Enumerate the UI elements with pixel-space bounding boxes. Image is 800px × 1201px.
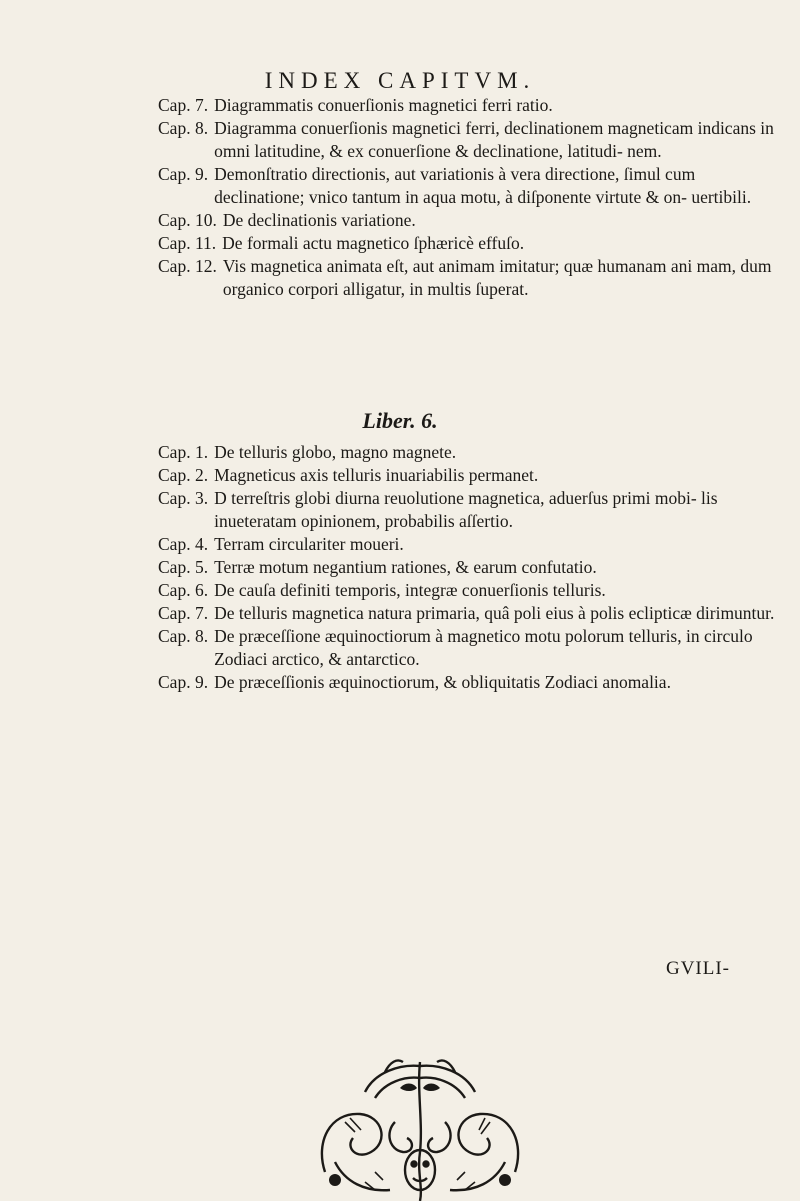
chapter-entry xyxy=(158,533,778,556)
chapter-entry xyxy=(158,556,778,579)
chapter-number: Cap. 2. xyxy=(158,465,209,485)
chapter-title: D terreſtris globi diurna reuolutione magnetica, aduerſus primi mobi- lis inueteratam opinionem, probabilis aſſertio. xyxy=(214,488,718,531)
chapter-title: De præceſſione æquinoctiorum à magnetico motu polorum telluris, in circulo Zodiaci arctico, & antarctico. xyxy=(214,626,753,669)
chapter-entry xyxy=(158,602,778,625)
chapter-entry xyxy=(158,232,778,255)
chapter-number: Cap. 6. xyxy=(158,580,209,600)
chapter-title: De declinationis variatione. xyxy=(222,210,416,230)
chapter-title: De formali actu magnetico ſphæricè effuſo. xyxy=(222,233,525,253)
chapter-title: Demonſtratio directionis, aut variationis à vera directione, ſimul cum declinatione; vnico tantum in aqua motu, à diſponente virtute & on- uertibili. xyxy=(214,164,752,207)
chapter-title: Terræ motum negantium rationes, & earum confutatio. xyxy=(214,557,597,577)
chapter-title: Terram circulariter moueri. xyxy=(214,534,404,554)
chapter-number: Cap. 12. xyxy=(158,256,217,276)
chapter-title: De cauſa definiti temporis, integræ conuerſionis telluris. xyxy=(214,580,606,600)
book-heading: Liber. 6. xyxy=(362,408,438,433)
chapter-title: De telluris globo, magno magnete. xyxy=(214,442,457,462)
catchword: GVILI- xyxy=(665,958,730,979)
chapter-number: Cap. 10. xyxy=(158,210,217,230)
chapter-number: Cap. 7. xyxy=(158,603,209,623)
chapter-list-part-2 xyxy=(158,441,778,694)
chapter-entry xyxy=(158,464,778,487)
chapter-number: Cap. 9. xyxy=(158,672,209,692)
chapter-title: Diagrammatis conuerſionis magnetici ferri ratio. xyxy=(214,95,553,115)
chapter-entry xyxy=(158,255,778,301)
chapter-number: Cap. 8. xyxy=(158,118,209,138)
chapter-entry xyxy=(158,441,778,464)
chapter-entry xyxy=(158,209,778,232)
chapter-title: Diagramma conuerſionis magnetici ferri, declinationem magneticam indicans in omni latitudine, & ex conuerſione & declinatione, latitudi- nem. xyxy=(214,118,774,161)
chapter-number: Cap. 7. xyxy=(158,95,209,115)
chapter-title: Vis magnetica animata eſt, aut animam imitatur; quæ humanam ani mam, dum organico corpori alligatur, in multis ſuperat. xyxy=(222,256,772,299)
chapter-entry xyxy=(158,671,778,694)
chapter-number: Cap. 11. xyxy=(158,233,217,253)
chapter-number: Cap. 8. xyxy=(158,626,209,646)
chapter-number: Cap. 5. xyxy=(158,557,209,577)
chapter-number: Cap. 9. xyxy=(158,164,209,184)
chapter-entry xyxy=(158,625,778,671)
chapter-title: Magneticus axis telluris inuariabilis permanet. xyxy=(214,465,539,485)
chapter-title: De præceſſionis æquinoctiorum, & obliquitatis Zodiaci anomalia. xyxy=(214,672,671,692)
chapter-entry xyxy=(158,94,778,117)
page-title: INDEX CAPITVM. xyxy=(264,68,536,93)
chapter-number: Cap. 3. xyxy=(158,488,209,508)
chapter-entry xyxy=(158,487,778,533)
chapter-title: De telluris magnetica natura primaria, quâ poli eius à polis eclipticæ dirimuntur. xyxy=(214,603,775,623)
chapter-number: Cap. 4. xyxy=(158,534,209,554)
chapter-list-part-1 xyxy=(158,94,778,301)
chapter-entry xyxy=(158,163,778,209)
chapter-entry xyxy=(158,117,778,163)
chapter-number: Cap. 1. xyxy=(158,442,209,462)
chapter-entry xyxy=(158,579,778,602)
printers-ornament-icon xyxy=(305,1052,535,1201)
